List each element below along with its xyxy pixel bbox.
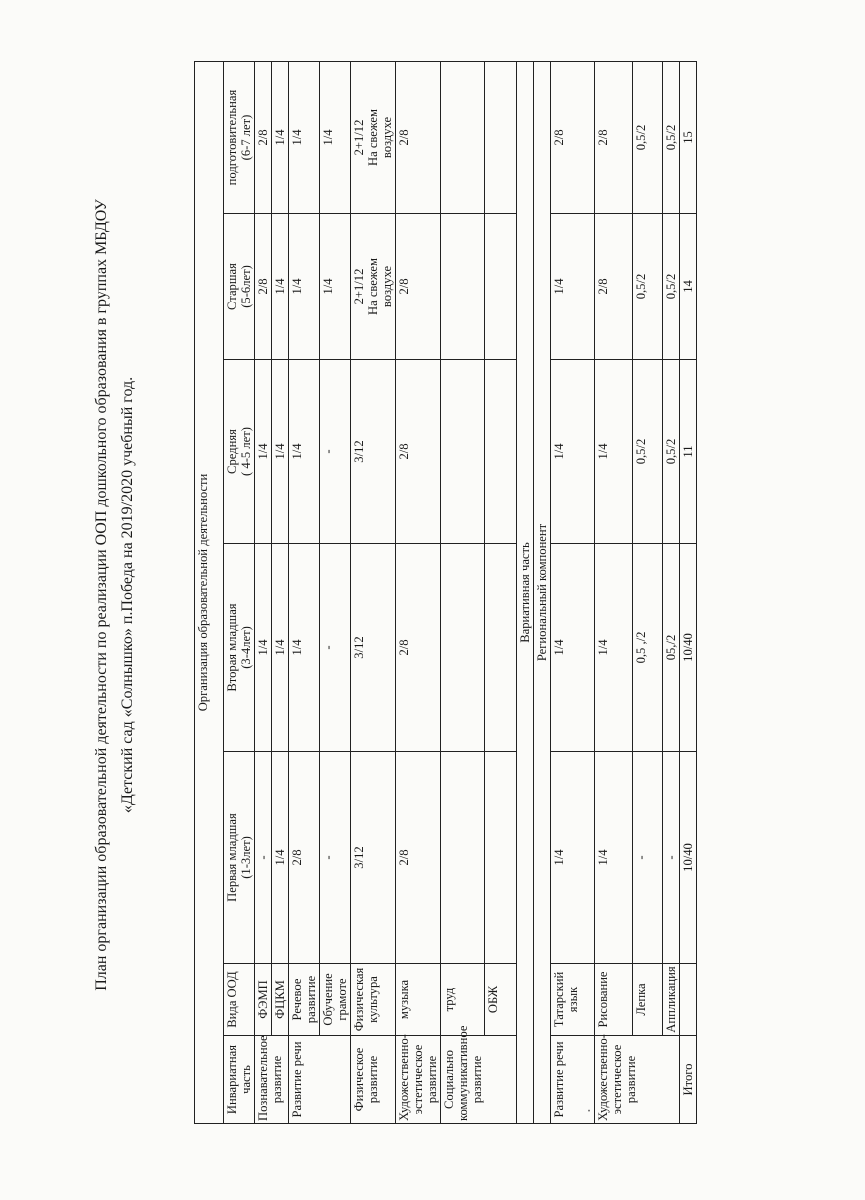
value-cell: 1/4 <box>289 214 320 360</box>
kind-cell: Речевое развитие <box>289 964 320 1036</box>
area-cognitive: Познавательное развитие <box>255 1036 289 1124</box>
kind-cell: Обучение грамоте <box>320 964 351 1036</box>
total-cell: 10/40 <box>680 544 697 752</box>
table-row <box>595 62 633 1124</box>
value-cell: 1/4 <box>272 62 289 214</box>
value-cell: 1/4 <box>272 214 289 360</box>
value-cell: 2/8 <box>289 752 320 964</box>
kind-cell: музыка <box>396 964 441 1036</box>
total-cell: 14 <box>680 214 697 360</box>
value-cell: 1/4 <box>595 360 633 544</box>
table-row <box>485 62 517 1124</box>
value-cell: 1/4 <box>320 62 351 214</box>
value-cell: 1/4 <box>320 214 351 360</box>
value-cell: 1/4 <box>551 214 595 360</box>
value-cell: 3/12 <box>351 544 396 752</box>
table-row <box>663 62 680 1124</box>
value-cell: 1/4 <box>255 544 272 752</box>
scan-speck: • <box>585 1109 594 1112</box>
value-cell: 2/8 <box>255 62 272 214</box>
value-cell: 3/12 <box>351 752 396 964</box>
value-cell: 2+1/12 На свежем воздухе <box>351 62 396 214</box>
value-cell: 0,5 ,/2 <box>633 544 663 752</box>
activity-plan-table <box>194 61 697 1124</box>
kind-cell: Лепка <box>633 964 663 1036</box>
kind-cell: Аппликация <box>663 964 680 1036</box>
header-group-1: Первая младшая (1-3лет) <box>224 752 255 964</box>
value-cell: 1/4 <box>289 62 320 214</box>
area-social: Социально коммуникативное развитие <box>441 1036 517 1124</box>
total-cell: 11 <box>680 360 697 544</box>
value-cell: 0,5/2 <box>663 214 680 360</box>
table-row <box>441 62 485 1124</box>
header-part: Инвариатная часть <box>224 1036 255 1124</box>
value-cell: 3/12 <box>351 360 396 544</box>
area-speech: Развитие речи <box>289 1036 351 1124</box>
header-group-2: Вторая младшая (3-4лет) <box>224 544 255 752</box>
total-cell: 10/40 <box>680 752 697 964</box>
value-cell: 2/8 <box>396 544 441 752</box>
area-physical: Физическое развитие <box>351 1036 396 1124</box>
table-row <box>320 62 351 1124</box>
value-cell: 2/8 <box>595 62 633 214</box>
header-kind: Вида ООД <box>224 964 255 1036</box>
value-cell: 0,5/2 <box>633 360 663 544</box>
total-label: Итого <box>680 1036 697 1124</box>
kind-cell: ОБЖ <box>485 964 517 1036</box>
value-cell: - <box>633 752 663 964</box>
table-row <box>351 62 396 1124</box>
value-cell: 0,5/2 <box>633 62 663 214</box>
regional-component-heading: Региональный компонент <box>534 62 551 1124</box>
value-cell: 1/4 <box>551 752 595 964</box>
header-row <box>224 62 255 1124</box>
org-header: Организация образовательной деятельности <box>195 62 224 1124</box>
header-group-4: Старшая (5-6лет) <box>224 214 255 360</box>
value-cell: 2/8 <box>396 62 441 214</box>
area-art: Художественно-эстетическое развитие <box>396 1036 441 1124</box>
value-cell: 2/8 <box>396 214 441 360</box>
document-title-line-2: «Детский сад «Солнышко» п.Победа на 2019/2020 учебный год. <box>119 376 136 814</box>
value-cell: - <box>255 752 272 964</box>
table-row <box>633 62 663 1124</box>
value-cell: 1/4 <box>595 752 633 964</box>
value-cell: 1/4 <box>289 360 320 544</box>
kind-cell: Татарский язык <box>551 964 595 1036</box>
table-row <box>272 62 289 1124</box>
var-area-speech: Развитие речи <box>551 1036 595 1124</box>
value-cell: 1/4 <box>272 544 289 752</box>
value-cell: 0,5/2 <box>663 62 680 214</box>
value-cell: 1/4 <box>551 544 595 752</box>
value-cell: 0,5/2 <box>663 360 680 544</box>
table-row <box>396 62 441 1124</box>
total-row <box>680 62 697 1124</box>
value-cell: 2/8 <box>595 214 633 360</box>
value-cell: - <box>320 360 351 544</box>
table-row <box>289 62 320 1124</box>
kind-cell: ФЭМП <box>255 964 272 1036</box>
kind-cell: труд <box>441 964 485 1036</box>
var-area-art: Художественно- эстетическое развитие <box>595 1036 680 1124</box>
variative-part-heading: Вариативная часть <box>517 62 534 1124</box>
value-cell: 1/4 <box>255 360 272 544</box>
value-cell: 1/4 <box>272 752 289 964</box>
value-cell: 2/8 <box>396 752 441 964</box>
value-cell: - <box>320 752 351 964</box>
table-row <box>551 62 595 1124</box>
value-cell: - <box>663 752 680 964</box>
value-cell: 2+1/12 На свежем воздухе <box>351 214 396 360</box>
value-cell: 2/8 <box>551 62 595 214</box>
value-cell: 0,5/2 <box>633 214 663 360</box>
value-cell: 1/4 <box>272 360 289 544</box>
value-cell: 2/8 <box>396 360 441 544</box>
kind-cell: Рисование <box>595 964 633 1036</box>
value-cell: 1/4 <box>551 360 595 544</box>
total-cell: 15 <box>680 62 697 214</box>
value-cell: 1/4 <box>289 544 320 752</box>
document-title-line-1: План организации образовательной деятельности по реализации ООП дошкольного образования в группах МБДОУ <box>93 199 110 991</box>
value-cell: 2/8 <box>255 214 272 360</box>
header-group-3: Средняя ( 4-5 лет) <box>224 360 255 544</box>
kind-cell: Физическая культура <box>351 964 396 1036</box>
value-cell: - <box>320 544 351 752</box>
value-cell: 05,/2 <box>663 544 680 752</box>
value-cell: 1/4 <box>595 544 633 752</box>
kind-cell: ФЦКМ <box>272 964 289 1036</box>
header-group-5: подготовительная (6-7 лет) <box>224 62 255 214</box>
table-row <box>255 62 272 1124</box>
